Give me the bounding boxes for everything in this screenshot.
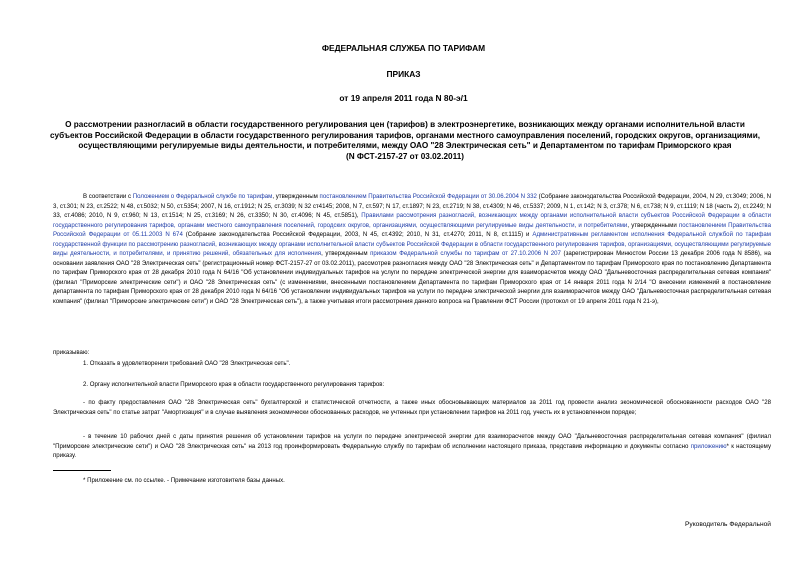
orders-intro: приказываю: [53, 349, 90, 356]
order-text: * к настоящему приказу. [53, 442, 771, 459]
link-order-207[interactable]: приказом Федеральной службы по тарифам от 27.10.2006 N 207 [370, 250, 561, 257]
footnote: * Приложение см. по ссылке. - Примечание изготовителя базы данных. [83, 477, 285, 484]
preamble-text: , утвержденным [272, 193, 320, 200]
preamble-text: В соответствии с [83, 193, 133, 200]
preamble-text: , утвержденными [627, 221, 679, 229]
preamble-text: , утвержденным [321, 250, 371, 257]
link-resolution-332[interactable]: постановлением Правительства Российской Федерации от 30.06.2004 N 332 [319, 193, 537, 200]
link-dispute-rules[interactable]: Правилами рассмотрения разногласий, возникающих между органами исполнительной власти субъектов Российской Федерации в области государственного регулирования тарифов, органами местного самоуправления поселений, городских округов, организациями, осуществляющими регулируемые виды деятельности, и потребителями [53, 212, 771, 229]
link-admin-regulation[interactable]: Административным регламентом исполнения Федеральной службой по тарифам государственной функции по рассмотрению разногласий, возникающих между органами исполнительной власти субъектов Российской Федерации в области государственного регулирования тарифов, организациями, осуществляющими регулируемые виды деятельности, и потребителями, и принятию решений, обязательных для исполнения [53, 231, 772, 257]
link-appendix[interactable]: приложению [690, 442, 727, 450]
preamble-text: (Собрание законодательства Российской Федерации, 2004, N 29, ст.3049; 2006, N 3, ст.301; N 23, ст.2522; N 48, ст.5032; N 50, ст.5354; 2007, N 16, ст.1912; N 25, ст.3039; N 32 ст4145; 2008, N 7, ст.597; N 17, ст.1897; N 23, ст.2719; N 38, ст.4309; N 46, ст.5337; 2009, N 1, ст.142; N 3, ст.378; N 6, ст.738; N 9, ст.1119; N 18 (часть 2), ст.2249; N 33, ст.4086; 2010, N 9, ст.960; N 13, ст.1514; N 25, ст.3169; N 26, ст.3350; N 30, ст.4096; N 45, ст.5851), [53, 193, 772, 219]
order-text: - в течение 10 рабочих дней с даты принятия решения об установлении тарифов на услуги по передаче электрической энергии для взаиморасчетов между ОАО "Дальневосточная распределительная сетевая компания" (филиал "Приморские электрические сети") и ОАО "28 Электрическая сеть" на 2013 год проинформировать Федеральную службу по тарифам об исполнении настоящего приказа, представив информацию и документы согласно [53, 433, 771, 450]
link-resolution-674[interactable]: постановлением Правительства Российской Федерации от 05.11.2003 N 674 [53, 221, 771, 238]
order-item-2-sub-1: - по факту предоставления ОАО "28 Электрическая сеть" бухгалтерской и статистической отчетности, а также иных обосновывающих материалов за 2011 год провести анализ экономической обоснованности расходов ОАО "28 Электрическая сеть" по статье затрат "Амортизация" и в случае выявления экономически обоснованных расходов, не учтенных при установлении тарифов на 2011 год, учесть их в установленном порядке; [53, 399, 771, 416]
order-item-2: 2. Органу исполнительной власти Приморского края в области государственного регулирования тарифов: [83, 381, 385, 388]
order-item-1: 1. Отказать в удовлетворении требований ОАО "28 Электрическая сеть". [83, 360, 291, 367]
title-text: О рассмотрении разногласий в области государственного регулирования цен (тарифов) в электроэнергетике, возникающих между органами исполнительной власти субъектов Российской Федерации в области государственного регулирования тарифов, органами местного самоуправления поселений, городских округов, организациями, осуществляющими регулируемые виды деятельности, и потребителями, между ОАО "28 Электрическая сеть" и Департаментом по тарифам Приморского края [50, 120, 761, 151]
footnote-divider [53, 470, 111, 471]
document-type: ПРИКАЗ [386, 69, 421, 79]
preamble-text: (Собрание законодательства Российской Федерации, 2003, N 45, ст.4392; 2010, N 31, ст.4270; 2011, N 8, ст.1115) и [182, 231, 533, 238]
document-title [50, 120, 760, 162]
document-date: от 19 апреля 2011 года N 80-э/1 [339, 93, 468, 103]
organization-name: ФЕДЕРАЛЬНАЯ СЛУЖБА ПО ТАРИФАМ [321, 43, 486, 53]
order-item-2-sub-2 [53, 432, 771, 461]
link-fst-regulation[interactable]: Положением о Федеральной службе по тарифам [132, 193, 273, 200]
preamble-paragraph [53, 192, 771, 306]
registration-number: (N ФСТ-2157-27 от 03.02.2011) [346, 151, 464, 161]
preamble-text: (зарегистрирован Минюстом России 13 декабря 2006 года N 8586), на основании заявления ОАО "28 Электрическая сеть" (регистрационный номер ФСТ-2157-27 от 03.02.2011), рассмотрев разногласия между ОАО "28 Электрическая сеть" и Департаментом по тарифам Приморского края по постановлению Департамента по тарифам Приморского края от 28 декабря 2010 года N 64/16 "Об установлении индивидуальных тарифов на услуги по передаче электрической энергии для взаиморасчетов между ОАО "Дальневосточная распределительная сетевая компания" (филиал "Приморские электрические сети") и ОАО "28 Электрическая сеть" (с изменениями, внесенными постановлением Департамента по тарифам Приморского края от 14 января 2011 года N 2/14 "О внесении изменений в постановление департамента по тарифам Приморского края от 28 декабря 2010 года N 64/16 "Об установлении индивидуальных тарифов на услуги по передаче электрической энергии для взаиморасчетов между ОАО "Дальневосточная распределительная сетевая компания" (филиал "Приморские электрические сети") и ОАО "28 Электрическая сеть"), а также учитывая итоги рассмотрения данного вопроса на Правлении ФСТ России (протокол от 19 апреля 2011 года N 21-э), [53, 250, 772, 305]
signature: Руководитель Федеральной [685, 521, 771, 528]
